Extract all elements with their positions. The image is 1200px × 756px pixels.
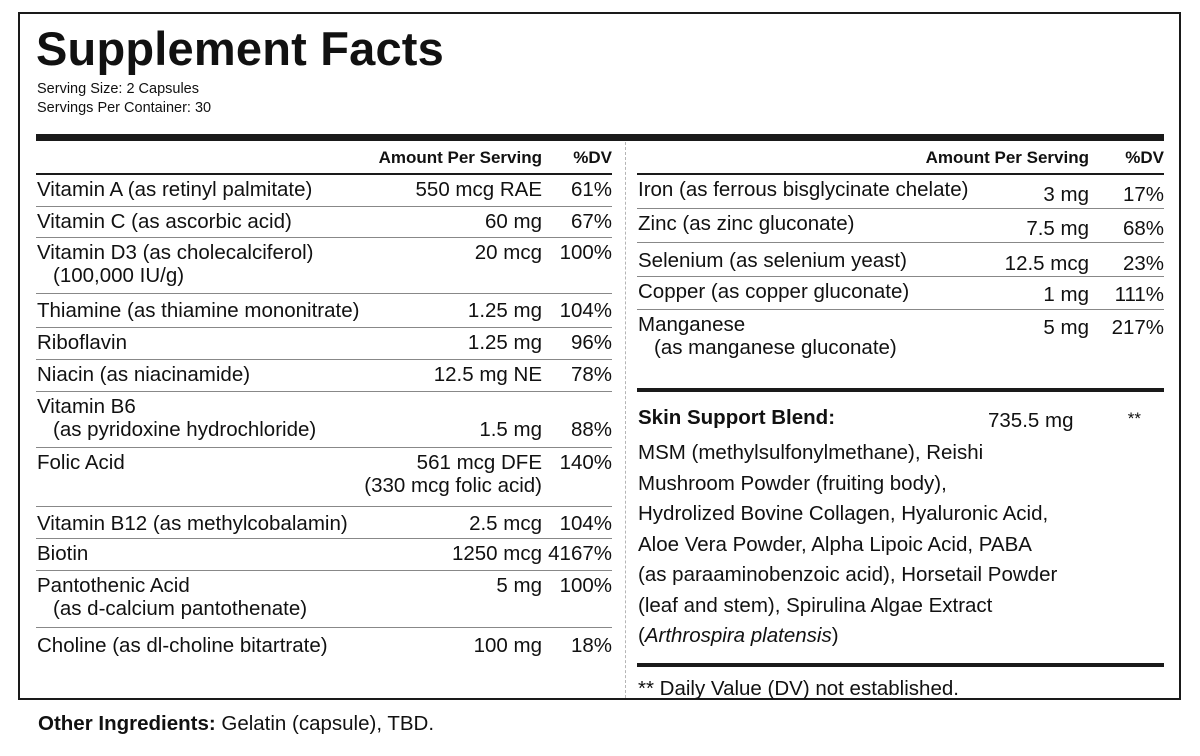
nutrient-row [36,328,612,360]
nutrient-row [36,628,612,664]
nutrient-dv: 96% [570,331,612,354]
blend-ingredient-line: MSM (methylsulfonylmethane), Reishi [638,441,984,464]
nutrient-dv: 217% [1111,316,1164,339]
blend-ingredient-line [638,621,1163,652]
nutrient-source: (as d-calcium pantothenate) [53,597,308,620]
nutrient-row [36,507,612,539]
blend-amount: 735.5 mg [988,409,1074,432]
nutrient-row [36,448,612,507]
blend-ingredient-line: (as paraaminobenzoic acid), Horsetail Powder [638,563,1058,586]
nutrient-amount: 2.5 mcg [469,512,542,535]
nutrient-amount: 1250 mcg [451,542,542,565]
nutrient-row [36,294,612,328]
other-ingredients-text: Gelatin (capsule), TBD. [215,712,435,735]
nutrient-row [36,175,612,207]
species-name: Arthrospira platensis [644,624,832,647]
nutrient-name: Vitamin D3 (as cholecalciferol) [37,241,314,264]
dv-footnote: ** Daily Value (DV) not established. [638,677,959,700]
nutrient-amount: 5 mg [1043,316,1089,339]
nutrient-amount: 1.25 mg [467,331,542,354]
nutrient-row [637,209,1164,243]
nutrient-name: Thiamine (as thiamine mononitrate) [37,299,360,322]
nutrient-row [36,238,612,294]
nutrient-row [637,277,1164,310]
nutrient-dv: 17% [1122,183,1164,206]
nutrient-dv: 88% [570,418,612,441]
blend-ingredient-list [638,438,1163,652]
nutrient-dv: 23% [1122,252,1164,275]
nutrient-name: Vitamin C (as ascorbic acid) [37,210,292,233]
paren-close: ) [831,624,839,647]
nutrient-dv: 61% [570,178,612,201]
nutrient-name: Vitamin A (as retinyl palmitate) [37,178,313,201]
nutrient-name: Manganese [638,313,746,336]
supplement-facts-panel [18,12,1181,700]
nutrient-dv: 140% [559,451,612,474]
nutrient-row [637,175,1164,209]
nutrient-row [637,310,1164,366]
nutrient-amount: 60 mg [485,210,542,233]
nutrient-dv: 67% [570,210,612,233]
nutrient-dv: 100% [559,574,612,597]
nutrient-row [36,539,612,571]
nutrient-amount-note: (330 mcg folic acid) [364,474,542,497]
nutrient-amount: 561 mcg DFE [416,451,542,474]
nutrient-dv: 78% [570,363,612,386]
other-ingredients-label: Other Ingredients: [38,712,216,735]
nutrient-amount: 12.5 mg NE [433,363,542,386]
nutrient-dv: 4167% [548,542,612,565]
nutrient-amount: 7.5 mg [1026,217,1089,240]
blend-divider [637,388,1164,392]
blend-ingredient-line: Aloe Vera Powder, Alpha Lipoic Acid, PABA [638,532,1032,556]
left-column-header [36,141,612,175]
nutrient-row [36,571,612,628]
nutrient-row [36,207,612,238]
nutrient-row [637,243,1164,277]
amount-header: Amount Per Serving [378,148,542,167]
nutrient-dv: 104% [559,512,612,535]
serving-size: Serving Size: 2 Capsules [37,81,199,97]
nutrient-amount: 1.5 mg [479,418,542,441]
nutrient-amount: 20 mcg [474,241,542,264]
column-divider [625,142,626,698]
nutrient-amount: 5 mg [496,574,542,597]
paren-open: ( [638,624,645,647]
nutrient-dv: 111% [1114,283,1164,306]
nutrient-name: Pantothenic Acid [37,574,190,597]
nutrient-dv: 68% [1122,217,1164,240]
nutrient-name: Niacin (as niacinamide) [37,363,251,386]
nutrient-name: Iron (as ferrous bisglycinate chelate) [638,178,969,201]
right-column-header [637,141,1164,175]
nutrient-amount: 100 mg [473,634,542,657]
blend-ingredient-line: Mushroom Powder (fruiting body), [638,471,947,495]
nutrient-name: Choline (as dl-choline bitartrate) [37,634,328,657]
panel-title: Supplement Facts [36,22,445,75]
blend-ingredient-line: Hydrolized Bovine Collagen, Hyaluronic Acid, [638,502,1049,525]
nutrient-amount: 1.25 mg [467,299,542,322]
nutrient-name: Vitamin B12 (as methylcobalamin) [37,512,348,535]
nutrient-amount: 3 mg [1043,183,1089,206]
nutrient-name: Riboflavin [37,331,128,354]
nutrient-name: Zinc (as zinc gluconate) [638,212,855,235]
blend-dv: ** [1127,409,1141,428]
nutrient-name: Vitamin B6 [37,395,136,418]
nutrient-amount: 12.5 mcg [1004,252,1089,275]
nutrient-amount: 550 mcg RAE [415,178,542,201]
blend-ingredient-line: (leaf and stem), Spirulina Algae Extract [638,593,993,617]
nutrient-name: Biotin [37,542,89,565]
title-divider [36,134,1164,141]
nutrient-dv: 18% [570,634,612,657]
dv-header: %DV [1125,148,1164,167]
nutrient-row [36,360,612,392]
nutrient-dv: 104% [559,299,612,322]
right-nutrient-column [637,141,1164,366]
nutrient-source: (100,000 IU/g) [53,264,185,287]
nutrient-row [36,392,612,448]
nutrient-source: (as pyridoxine hydrochloride) [53,418,317,441]
amount-header: Amount Per Serving [925,148,1089,167]
nutrient-amount: 1 mg [1043,283,1089,306]
footnote-divider [637,663,1164,667]
dv-header: %DV [573,148,612,167]
servings-per-container: Servings Per Container: 30 [37,100,212,116]
nutrient-name: Selenium (as selenium yeast) [638,249,907,272]
nutrient-name: Copper (as copper gluconate) [638,280,910,303]
nutrient-dv: 100% [559,241,612,264]
blend-title: Skin Support Blend: [638,406,836,429]
nutrient-source: (as manganese gluconate) [654,336,897,359]
nutrient-name: Folic Acid [37,451,125,474]
other-ingredients [38,712,434,736]
left-nutrient-column [36,141,612,664]
